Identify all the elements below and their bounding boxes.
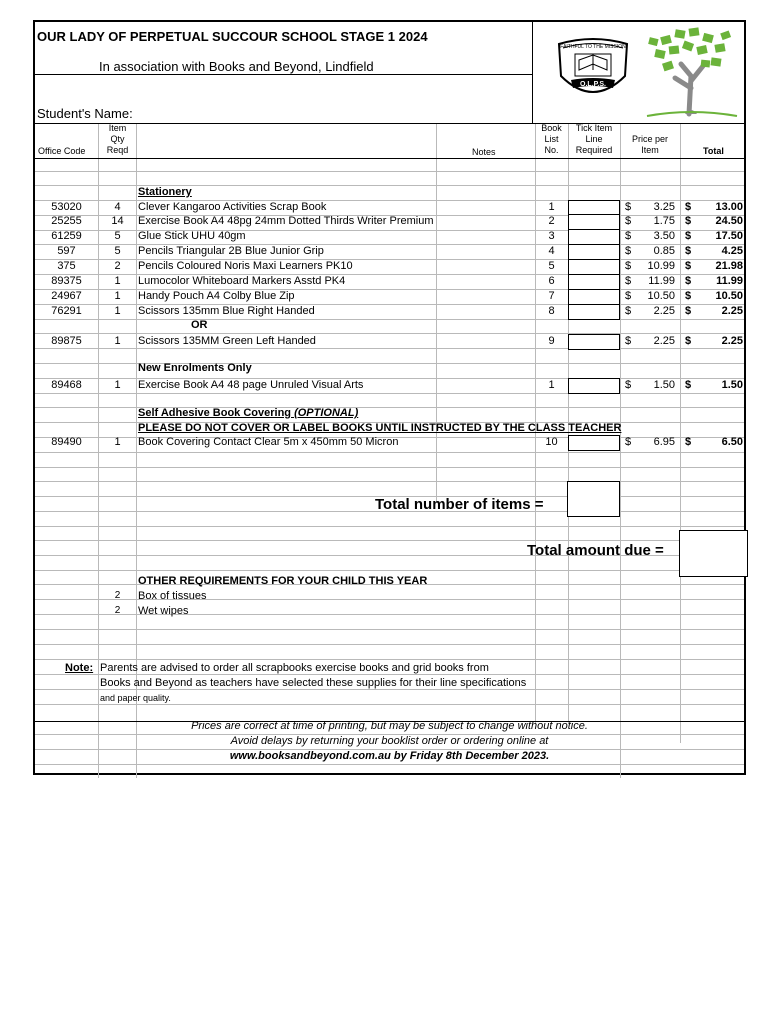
item-qty: 1 [114, 436, 121, 448]
other-item-description: Box of tissues [138, 590, 207, 602]
book-list-no: 3 [548, 230, 555, 242]
note-line-3: and paper quality. [100, 693, 171, 703]
item-total: 2.25 [721, 305, 743, 317]
grid-line [35, 570, 744, 571]
col-header-total: Total [703, 146, 724, 156]
price-currency: $ [625, 335, 632, 347]
grid-line [35, 704, 744, 705]
item-price: 3.25 [653, 201, 675, 213]
item-description: Scissors 135mm Blue Right Handed [138, 305, 315, 317]
item-qty: 1 [114, 305, 121, 317]
or-separator: OR [191, 319, 208, 331]
col-header-book-list: Book List No. [541, 123, 562, 155]
total-currency: $ [685, 201, 692, 213]
office-code: 89875 [51, 335, 82, 347]
crest-motto: FAITHFUL TO THE MISSION [560, 44, 626, 50]
total-currency: $ [685, 260, 692, 272]
office-code: 61259 [51, 230, 82, 242]
total-currency: $ [685, 335, 692, 347]
section-other-requirements: OTHER REQUIREMENTS FOR YOUR CHILD THIS YEAR [138, 575, 428, 587]
tick-required-box[interactable] [568, 334, 620, 350]
item-price: 2.25 [653, 335, 675, 347]
tick-required-box[interactable] [568, 214, 620, 230]
price-currency: $ [625, 260, 632, 272]
tick-required-box[interactable] [568, 304, 620, 320]
tick-required-box[interactable] [568, 435, 620, 451]
col-header-office-code: Office Code [38, 146, 86, 156]
book-list-no: 1 [548, 379, 555, 391]
grid-line [35, 629, 744, 630]
office-code: 25255 [51, 215, 82, 227]
grid-line [35, 644, 744, 645]
item-price: 3.50 [653, 230, 675, 242]
item-description: Clever Kangaroo Activities Scrap Book [138, 201, 327, 213]
tree-icon [641, 26, 741, 120]
total-currency: $ [685, 230, 692, 242]
item-total: 4.25 [721, 245, 743, 257]
col-sep-tick [620, 123, 621, 778]
logo-divider [532, 22, 533, 123]
book-list-no: 2 [548, 215, 555, 227]
total-currency: $ [685, 436, 692, 448]
item-qty: 5 [114, 230, 121, 242]
item-price: 1.75 [653, 215, 675, 227]
footer-avoid-delays: Avoid delays by returning your booklist order or ordering online at [230, 735, 549, 747]
item-price: 6.95 [653, 436, 675, 448]
col-header-notes: Notes [472, 147, 496, 157]
book-list-no: 7 [548, 290, 555, 302]
grid-line [35, 689, 744, 690]
item-qty: 1 [114, 335, 121, 347]
price-currency: $ [625, 230, 632, 242]
book-list-no: 10 [545, 436, 558, 448]
total-currency: $ [685, 290, 692, 302]
item-description: Book Covering Contact Clear 5m x 450mm 50 Micron [138, 436, 399, 448]
item-price: 1.50 [653, 379, 675, 391]
item-total: 24.50 [715, 215, 743, 227]
price-currency: $ [625, 245, 632, 257]
item-qty: 4 [114, 201, 121, 213]
item-price: 11.99 [648, 275, 675, 287]
item-description: Handy Pouch A4 Colby Blue Zip [138, 290, 295, 302]
grid-line [35, 540, 744, 541]
grid-line [35, 526, 744, 527]
school-crest-icon [553, 36, 633, 104]
item-description: Pencils Triangular 2B Blue Junior Grip [138, 245, 324, 257]
book-list-no: 6 [548, 275, 555, 287]
price-currency: $ [625, 379, 632, 391]
item-price: 10.99 [647, 260, 675, 272]
item-total: 17.50 [715, 230, 743, 242]
grid-line [35, 348, 744, 349]
item-total: 11.99 [716, 275, 743, 287]
other-item-description: Wet wipes [138, 605, 189, 617]
column-header-top [35, 123, 744, 124]
grid-line [35, 674, 744, 675]
item-description: Exercise Book A4 48pg 24mm Dotted Thirds Writer Premium [138, 215, 434, 227]
tick-required-box[interactable] [568, 259, 620, 275]
footer-prices-note: Prices are correct at time of printing, but may be subject to change without notice. [191, 720, 588, 732]
grid-line [35, 659, 744, 660]
book-list-no: 4 [548, 245, 555, 257]
item-price: 0.85 [653, 245, 675, 257]
section-stationery: Stationery [138, 186, 192, 198]
footer-website: www.booksandbeyond.com.au by Friday 8th December 2023. [229, 750, 550, 762]
grid-line [35, 333, 744, 334]
total-amount-label: Total amount due = [527, 542, 664, 559]
item-qty: 1 [114, 275, 121, 287]
col-header-qty: Item Qty Reqd [106, 123, 129, 155]
office-code: 89375 [51, 275, 82, 287]
section-book-covering: Self Adhesive Book Covering (OPTIONAL) [138, 407, 359, 419]
book-list-no: 8 [548, 305, 555, 317]
other-item-qty: 2 [114, 590, 121, 601]
covering-warning: PLEASE DO NOT COVER OR LABEL BOOKS UNTIL INSTRUCTED BY THE CLASS TEACHER [138, 422, 622, 434]
item-total: 13.00 [715, 201, 743, 213]
price-currency: $ [625, 275, 632, 287]
grid-line [35, 452, 744, 453]
item-price: 10.50 [647, 290, 675, 302]
tick-required-box[interactable] [568, 289, 620, 305]
office-code: 89468 [51, 379, 82, 391]
other-item-qty: 2 [114, 605, 121, 616]
item-description: Lumocolor Whiteboard Markers Asstd PK4 [138, 275, 346, 287]
total-amount-box[interactable] [679, 530, 748, 577]
item-total: 21.98 [715, 260, 743, 272]
note-label: Note: [65, 662, 94, 674]
item-total: 2.25 [721, 335, 743, 347]
grid-line [35, 171, 744, 172]
book-list-no: 5 [548, 260, 555, 272]
office-code: 375 [57, 260, 76, 272]
section-new-enrolments: New Enrolments Only [138, 362, 252, 374]
item-description: Pencils Coloured Noris Maxi Learners PK10 [138, 260, 353, 272]
note-line-1: Parents are advised to order all scrapbooks exercise books and grid books from [100, 662, 489, 674]
item-qty: 1 [114, 379, 121, 391]
grid-line [35, 319, 744, 320]
tick-required-box[interactable] [568, 274, 620, 290]
office-code: 89490 [51, 436, 82, 448]
total-currency: $ [685, 215, 692, 227]
association-text: In association with Books and Beyond, Lindfield [99, 59, 374, 74]
total-items-label: Total number of items = [375, 496, 544, 513]
book-list-no: 9 [548, 335, 555, 347]
price-currency: $ [625, 290, 632, 302]
grid-line [35, 764, 744, 765]
col-header-price: Price per Item [631, 134, 668, 155]
tick-required-box[interactable] [568, 378, 620, 394]
price-currency: $ [625, 305, 632, 317]
booklist-sheet [33, 20, 746, 775]
item-total: 1.50 [721, 379, 743, 391]
office-code: 24967 [51, 290, 82, 302]
grid-line [35, 467, 744, 468]
col-sep-desc [436, 123, 437, 503]
book-list-no: 1 [548, 201, 555, 213]
col-sep-price [680, 123, 681, 743]
item-qty: 1 [114, 290, 121, 302]
tick-required-box[interactable] [568, 229, 620, 245]
grid-line [35, 481, 744, 482]
item-description: Scissors 135MM Green Left Handed [138, 335, 316, 347]
total-items-box[interactable] [567, 481, 620, 517]
item-total: 10.50 [715, 290, 743, 302]
item-qty: 5 [114, 245, 121, 257]
student-name-label: Student's Name: [37, 106, 133, 121]
item-qty: 14 [111, 215, 124, 227]
header-rule [35, 74, 532, 75]
item-price: 2.25 [653, 305, 675, 317]
office-code: 76291 [51, 305, 82, 317]
col-header-tick: Tick Item Line Required [575, 123, 613, 155]
total-currency: $ [685, 275, 692, 287]
total-currency: $ [685, 245, 692, 257]
office-code: 597 [57, 245, 76, 257]
item-qty: 2 [114, 260, 121, 272]
item-description: Glue Stick UHU 40gm [138, 230, 246, 242]
note-line-2: Books and Beyond as teachers have selected these supplies for their line specifications [100, 677, 527, 689]
total-currency: $ [685, 379, 692, 391]
price-currency: $ [625, 436, 632, 448]
office-code: 53020 [51, 201, 82, 213]
tick-required-box[interactable] [568, 244, 620, 260]
item-description: Exercise Book A4 48 page Unruled Visual Arts [138, 379, 364, 391]
crest-initials: O.L.P.S. [580, 81, 606, 88]
column-header-bottom [35, 158, 744, 159]
page-title: OUR LADY OF PERPETUAL SUCCOUR SCHOOL STAGE 1 2024 [37, 29, 428, 44]
price-currency: $ [625, 215, 632, 227]
total-currency: $ [685, 305, 692, 317]
grid-line [35, 393, 744, 394]
item-total: 6.50 [721, 436, 743, 448]
price-currency: $ [625, 201, 632, 213]
